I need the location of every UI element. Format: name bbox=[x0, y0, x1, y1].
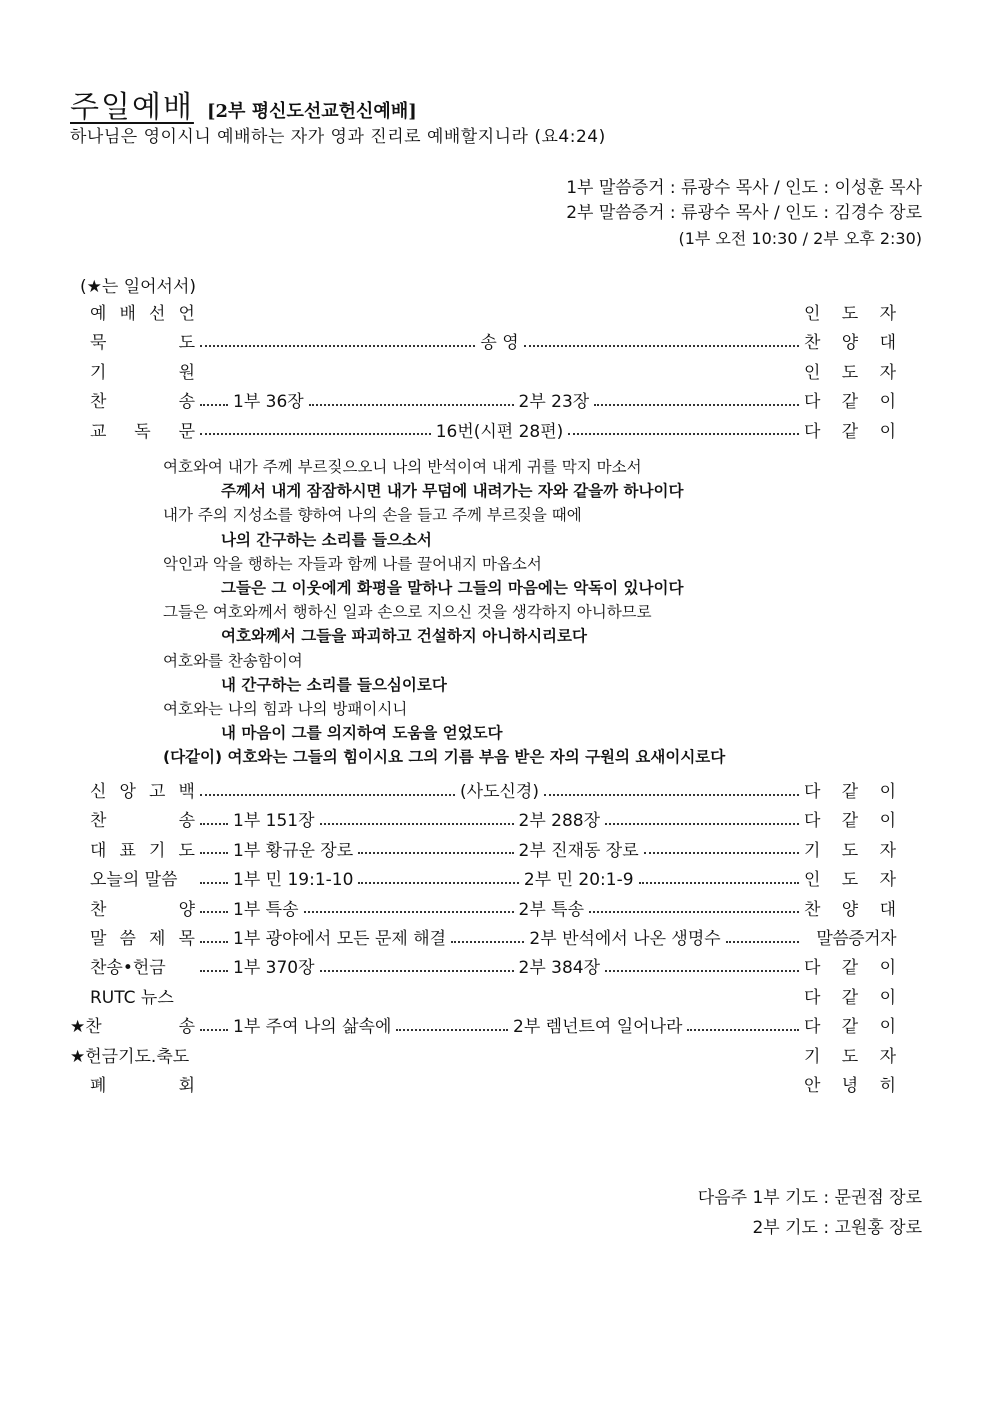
order-item-label-char: 기 bbox=[90, 362, 107, 383]
order-item-label-char: 송 bbox=[178, 1017, 195, 1038]
order-item-role-char: 이 bbox=[879, 987, 896, 1008]
order-item-role bbox=[804, 983, 896, 1008]
order-item-center: 송 영 bbox=[480, 333, 519, 354]
order-item-label-char: 앙 bbox=[119, 782, 136, 802]
order-item-detail bbox=[195, 1053, 804, 1055]
order-item-role-char: 이 bbox=[879, 958, 896, 979]
leader-dots bbox=[309, 404, 514, 406]
order-item-role-char: 안 bbox=[804, 1076, 821, 1096]
order-item-role-char: 인 bbox=[804, 362, 821, 383]
order-row bbox=[70, 297, 896, 326]
leaders-line-2: 2부 말씀증거 : 류광수 목사 / 인도 : 김경수 장로 bbox=[566, 203, 922, 223]
order-item-detail bbox=[195, 924, 804, 949]
leader-dots bbox=[594, 404, 799, 406]
order-row bbox=[70, 863, 896, 892]
order-item-detail bbox=[195, 369, 804, 371]
order-item-role-char: 다 bbox=[804, 392, 821, 413]
order-item-role bbox=[804, 299, 896, 324]
order-item-role-char: 같 bbox=[841, 1017, 859, 1038]
order-item-label bbox=[70, 1071, 195, 1096]
leader-dots bbox=[589, 911, 799, 913]
order-item-role-char: 다 bbox=[804, 1017, 821, 1038]
reading-response-line: 나의 간구하는 소리를 들으소서 bbox=[221, 530, 432, 549]
order-item-role-char: 자 bbox=[879, 304, 896, 324]
order-item-role-char: 도 bbox=[841, 1046, 859, 1067]
order-row bbox=[70, 922, 896, 951]
order-item-label bbox=[70, 777, 195, 802]
reading-response-line: 그들은 그 이웃에게 화평을 말하나 그들의 마음에는 악독이 있나이다 bbox=[221, 579, 684, 598]
order-item-detail bbox=[195, 953, 804, 978]
order-item-detail bbox=[195, 328, 804, 353]
order-item-role-char: 이 bbox=[879, 392, 896, 413]
order-item-role-char: 같 bbox=[841, 782, 859, 802]
order-item-label bbox=[70, 895, 195, 920]
order-item-part1: 1부 370장 bbox=[233, 958, 315, 979]
order-item-label-char: 도 bbox=[178, 840, 195, 861]
leader-dots bbox=[200, 852, 228, 854]
leader-dots bbox=[396, 1029, 508, 1031]
order-item-role bbox=[804, 953, 896, 978]
standing-note: (★는 일어서서) bbox=[80, 277, 197, 297]
leader-dots bbox=[358, 852, 513, 854]
order-item-detail bbox=[195, 994, 804, 996]
order-item-detail bbox=[195, 1012, 804, 1037]
order-item-role-char: 기 bbox=[804, 840, 821, 861]
reading-response-line: 주께서 내게 잠잠하시면 내가 무덤에 내려가는 자와 같을까 하나이다 bbox=[221, 482, 684, 501]
order-item-role bbox=[804, 777, 896, 802]
order-item-detail bbox=[195, 1083, 804, 1085]
order-row bbox=[70, 385, 896, 414]
reading-leader-line: 내가 주의 지성소를 향하여 나의 손을 들고 주께 부르짖을 때에 bbox=[163, 506, 582, 525]
next-week-line-2: 2부 기도 : 고원홍 장로 bbox=[752, 1218, 922, 1238]
order-item-role-char: 다 bbox=[804, 421, 821, 442]
reading-leader-line: 그들은 여호와께서 행하신 일과 손으로 지으신 것을 생각하지 아니하므로 bbox=[163, 603, 652, 622]
order-item-label-char: 찬 bbox=[90, 899, 107, 920]
order-row bbox=[70, 804, 896, 833]
order-item-label-char: 송 bbox=[178, 811, 195, 832]
order-row bbox=[70, 356, 896, 385]
order-item-detail bbox=[195, 895, 804, 920]
order-item-label-char: 목 bbox=[178, 929, 195, 949]
order-item-part2: 2부 민 20:1-9 bbox=[523, 870, 634, 891]
order-row bbox=[70, 951, 896, 980]
order-item-role-char: 찬 bbox=[804, 333, 821, 354]
order-row bbox=[70, 775, 896, 804]
order-item-role-char: 양 bbox=[841, 333, 859, 354]
order-item-label-char: ★헌금기도.축도 bbox=[70, 1046, 190, 1067]
order-item-label bbox=[70, 299, 195, 324]
leaders-line-1: 1부 말씀증거 : 류광수 목사 / 인도 : 이성훈 목사 bbox=[566, 178, 922, 198]
order-item-role-char: 같 bbox=[841, 987, 859, 1008]
order-item-detail bbox=[195, 311, 804, 313]
order-item-role-char: 다 bbox=[804, 987, 821, 1008]
order-item-detail bbox=[195, 417, 804, 442]
order-item-role bbox=[804, 417, 896, 442]
order-row bbox=[70, 834, 896, 863]
reading-response-line: 내 마음이 그를 의지하여 도움을 얻었도다 bbox=[221, 724, 503, 743]
theme-verse: 하나님은 영이시니 예배하는 자가 영과 진리로 예배할지니라 (요4:24) bbox=[70, 127, 606, 147]
order-item-label-char: 찬 bbox=[90, 811, 107, 832]
order-item-detail bbox=[195, 387, 804, 412]
order-item-label-char: 선 bbox=[149, 304, 166, 324]
order-row bbox=[70, 1040, 896, 1069]
order-item-role-char: 다 bbox=[804, 811, 821, 832]
order-item-label-char: 양 bbox=[178, 899, 195, 920]
order-item-role bbox=[804, 895, 896, 920]
leader-dots bbox=[200, 433, 431, 435]
order-item-role-char: 다 bbox=[804, 782, 821, 802]
leader-dots bbox=[544, 794, 799, 796]
order-item-role-char: 찬 bbox=[804, 899, 821, 920]
leader-dots bbox=[451, 941, 524, 943]
order-item-part2: 2부 반석에서 나온 생명수 bbox=[529, 929, 721, 949]
leader-dots bbox=[726, 941, 799, 943]
order-item-detail bbox=[195, 865, 804, 890]
leader-dots bbox=[200, 404, 228, 406]
order-item-center: (사도신경) bbox=[460, 782, 539, 802]
order-item-label bbox=[70, 417, 195, 442]
order-item-role-char: 히 bbox=[879, 1076, 896, 1096]
order-item-role-char: 대 bbox=[879, 333, 896, 354]
order-item-label-char: 묵 bbox=[90, 333, 107, 354]
order-item-label-char: 제 bbox=[149, 929, 166, 949]
leader-dots bbox=[320, 823, 514, 825]
order-item-role-char: 이 bbox=[879, 811, 896, 832]
order-item-role bbox=[804, 836, 896, 861]
order-item-part1: 1부 151장 bbox=[233, 811, 315, 832]
order-item-label-char: 언 bbox=[178, 304, 195, 324]
order-item-detail bbox=[195, 836, 804, 861]
leaders-block bbox=[566, 176, 922, 251]
order-item-label-char: RUTC 뉴스 bbox=[90, 987, 174, 1008]
order-item-role-char: 이 bbox=[879, 782, 896, 802]
order-item-label-char: 송 bbox=[178, 392, 195, 413]
order-item-part2: 2부 진재동 장로 bbox=[518, 840, 639, 861]
order-item-label bbox=[70, 953, 195, 978]
order-item-role-char: 대 bbox=[879, 899, 896, 920]
reading-leader-line: 여호와는 나의 힘과 나의 방패이시니 bbox=[163, 700, 408, 719]
leader-dots bbox=[605, 970, 799, 972]
order-item-label bbox=[70, 328, 195, 353]
reading-response-line: 내 간구하는 소리를 들으심이로다 bbox=[221, 675, 447, 694]
order-item-label-char: 표 bbox=[119, 840, 136, 861]
order-item-role bbox=[804, 1042, 896, 1067]
leader-dots bbox=[644, 852, 799, 854]
reading-leader-line: 여호와를 찬송함이여 bbox=[163, 651, 303, 670]
order-item-label bbox=[70, 806, 195, 831]
leader-dots bbox=[200, 823, 228, 825]
order-item-role-char: 자 bbox=[879, 840, 896, 861]
order-item-role-char: 도 bbox=[841, 362, 859, 383]
order-item-label bbox=[70, 983, 195, 1008]
order-item-role bbox=[804, 806, 896, 831]
order-item-part1: 1부 주여 나의 삶속에 bbox=[233, 1017, 392, 1038]
order-item-role-char: 다 bbox=[804, 958, 821, 979]
order-row bbox=[70, 1010, 896, 1039]
leader-dots bbox=[200, 911, 228, 913]
order-item-label-char: 신 bbox=[90, 782, 107, 802]
order-item-role-char: 같 bbox=[841, 811, 859, 832]
leader-dots bbox=[687, 1029, 799, 1031]
order-item-role-char: 자 bbox=[879, 362, 896, 383]
leader-dots bbox=[568, 433, 799, 435]
order-item-role-char: 도 bbox=[841, 870, 859, 891]
order-item-role-char: 인 bbox=[804, 870, 821, 891]
order-item-part2: 2부 288장 bbox=[518, 811, 601, 832]
order-item-label-char: 배 bbox=[119, 304, 136, 324]
leader-dots bbox=[200, 941, 228, 943]
order-item-role-char: 같 bbox=[841, 421, 859, 442]
order-item-part1: 1부 황규운 장로 bbox=[233, 840, 354, 861]
title-block bbox=[70, 82, 417, 126]
reading-response-line: 여호와께서 그들을 파괴하고 건설하지 아니하시리로다 bbox=[221, 627, 587, 646]
order-item-part2: 2부 특송 bbox=[518, 899, 584, 920]
reading-leader-line: 악인과 악을 행하는 자들과 함께 나를 끌어내지 마옵소서 bbox=[163, 554, 542, 573]
leader-dots bbox=[200, 882, 228, 884]
order-item-part1: 1부 36장 bbox=[233, 392, 304, 413]
order-item-label bbox=[70, 358, 195, 383]
order-item-role bbox=[804, 924, 896, 949]
order-item-role-char: 기 bbox=[804, 1046, 821, 1067]
order-row bbox=[70, 415, 896, 444]
order-item-label-char: 찬송•헌금 bbox=[90, 958, 166, 979]
order-item-role bbox=[804, 358, 896, 383]
page-subtitle: [2부 평신도선교헌신예배] bbox=[207, 101, 417, 122]
order-item-detail bbox=[195, 806, 804, 831]
order-item-role-char: 도 bbox=[841, 304, 859, 324]
order-item-role-char: 같 bbox=[841, 958, 859, 979]
order-item-role-char: 녕 bbox=[841, 1076, 859, 1096]
order-item-part1: 1부 특송 bbox=[233, 899, 299, 920]
order-item-label-char: 오늘의 말씀 bbox=[90, 870, 178, 891]
leader-dots bbox=[304, 911, 514, 913]
order-item-role bbox=[804, 1071, 896, 1096]
responsive-reading bbox=[163, 455, 863, 770]
leader-dots bbox=[200, 345, 475, 347]
leader-dots bbox=[524, 345, 799, 347]
order-item-part2: 2부 23장 bbox=[518, 392, 590, 413]
order-item-role-char: 도 bbox=[841, 840, 859, 861]
order-item-label-char: 문 bbox=[178, 421, 195, 442]
order-item-role bbox=[804, 1012, 896, 1037]
order-item-role-char: 이 bbox=[879, 421, 896, 442]
order-item-label-char: 찬 bbox=[90, 392, 107, 413]
order-item-label-char: 폐 bbox=[90, 1076, 107, 1096]
order-item-part2: 2부 384장 bbox=[518, 958, 601, 979]
order-item-part1: 1부 광야에서 모든 문제 해결 bbox=[233, 929, 447, 949]
order-item-role bbox=[804, 865, 896, 890]
order-item-label-char: 회 bbox=[178, 1076, 195, 1096]
order-item-label-char: 예 bbox=[90, 304, 107, 324]
order-item-label bbox=[70, 1042, 195, 1067]
reading-unison-line: (다같이) 여호와는 그들의 힘이시요 그의 기름 부음 받은 자의 구원의 요새이시로다 bbox=[163, 748, 726, 767]
order-item-role bbox=[804, 328, 896, 353]
order-item-role-char: 이 bbox=[879, 1017, 896, 1038]
leader-dots bbox=[358, 882, 519, 884]
order-item-label-char: 도 bbox=[178, 333, 195, 354]
next-week-line-1: 다음주 1부 기도 : 문권점 장로 bbox=[697, 1188, 922, 1208]
order-item-label bbox=[70, 1012, 195, 1037]
order-item-role bbox=[804, 387, 896, 412]
order-item-label-char: 백 bbox=[178, 782, 195, 802]
order-item-label-char: 기 bbox=[149, 840, 166, 861]
order-item-part1: 1부 민 19:1-10 bbox=[233, 870, 354, 891]
leader-dots bbox=[200, 970, 228, 972]
order-row bbox=[70, 1069, 896, 1098]
order-item-label bbox=[70, 924, 195, 949]
order-row bbox=[70, 893, 896, 922]
leader-dots bbox=[605, 823, 799, 825]
order-item-label-char: ★찬 bbox=[70, 1017, 102, 1038]
order-item-label-char: 말 bbox=[90, 929, 107, 949]
order-item-role-char: 인 bbox=[804, 304, 821, 324]
order-item-label bbox=[70, 865, 195, 890]
order-row bbox=[70, 326, 896, 355]
order-item-role-char: 자 bbox=[879, 870, 896, 891]
order-item-label bbox=[70, 836, 195, 861]
reading-leader-line: 여호와여 내가 주께 부르짖으오니 나의 반석이여 내게 귀를 막지 마소서 bbox=[163, 458, 642, 476]
service-times: (1부 오전 10:30 / 2부 오후 2:30) bbox=[678, 229, 922, 248]
order-item-label-char: 원 bbox=[178, 362, 195, 383]
order-item-label-char: 독 bbox=[134, 421, 151, 442]
order-row bbox=[70, 981, 896, 1010]
leader-dots bbox=[639, 882, 800, 884]
order-item-role-char: 말씀증거자 bbox=[816, 929, 896, 949]
order-item-part2: 2부 렘넌트여 일어나라 bbox=[513, 1017, 683, 1038]
order-item-role-char: 자 bbox=[879, 1046, 896, 1067]
order-item-label-char: 씀 bbox=[119, 929, 136, 949]
order-item-label-char: 교 bbox=[90, 421, 107, 442]
order-item-center: 16번(시편 28편) bbox=[435, 421, 564, 442]
leader-dots bbox=[200, 1029, 228, 1031]
order-item-detail bbox=[195, 777, 804, 802]
order-item-label bbox=[70, 387, 195, 412]
order-item-label-char: 고 bbox=[149, 782, 166, 802]
order-item-label-char: 대 bbox=[90, 840, 107, 861]
next-week-prayer bbox=[698, 1183, 922, 1243]
order-item-role-char: 양 bbox=[841, 899, 859, 920]
page-title: 주일예배 bbox=[70, 90, 194, 125]
leader-dots bbox=[200, 794, 455, 796]
order-item-role-char: 같 bbox=[841, 392, 859, 413]
leader-dots bbox=[320, 970, 514, 972]
